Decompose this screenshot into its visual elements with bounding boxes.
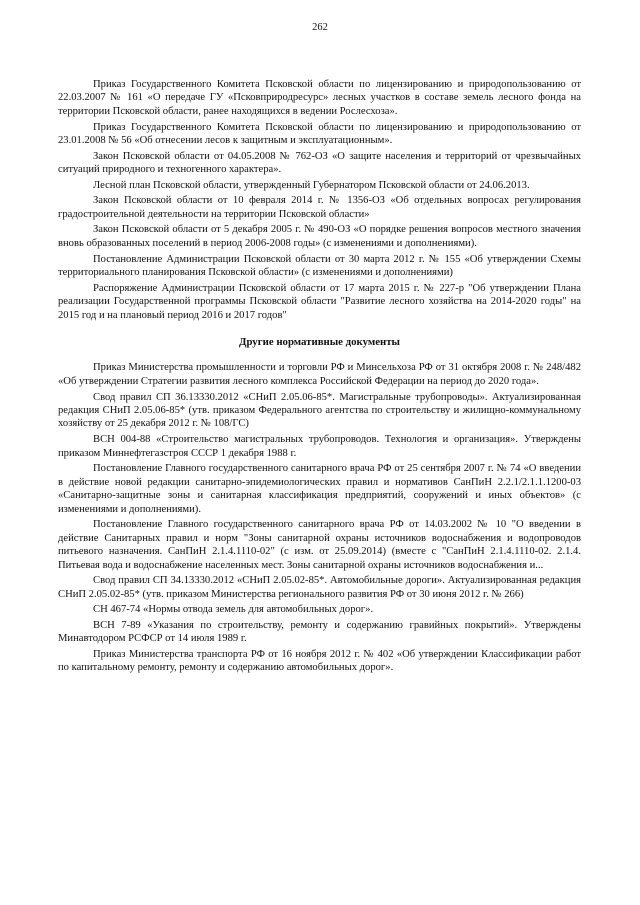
paragraph: Постановление Администрации Псковской области от 30 марта 2012 г. № 155 «Об утверждении Схемы территориального планирования Псковской области» (с изменениями и дополнениями) <box>58 253 581 279</box>
paragraph: СН 467-74 «Нормы отвода земель для автомобильных дорог». <box>93 604 374 616</box>
paragraph: Закон Псковской области от 5 декабря 2005 г. № 490-ОЗ «О порядке решения вопросов местного значения вновь образованных поселений в период 2006-2008 годы» (с изменениями и дополнениями). <box>58 224 581 249</box>
paragraph: Приказ Государственного Комитета Псковской области по лицензированию и природопользованию от 23.01.2008 № 56 «Об отнесении лесов к защитным и эксплуатационным». <box>58 121 581 146</box>
paragraph: Распоряжение Администрации Псковской области от 17 марта 2015 г. № 227-р "Об утверждении Плана реализации Государственной программы Псковской области "Развитие лесного хозяйства на 2014-2020 годы" на 2015 год и на плановый период 2016 и 2017 годов" <box>58 282 581 321</box>
paragraph: Свод правил СП 34.13330.2012 «СНиП 2.05.02-85*. Автомобильные дороги». Актуализированная редакция СНиП 2.05.02-85* (утв. приказом Министерства регионального развития РФ от 30 июня 2012 г. № 266) <box>58 575 581 600</box>
paragraph: Постановление Главного государственного санитарного врача РФ от 25 сентября 2007 г. № 74 «О введении в действие новой редакции санитарно-эпидемиологических правил и нормативов СанПиН 2.2.1/2.1.1.1200-03 «Санитарно-защитные зоны и санитарная классификация предприятий, сооружений и иных объектов» (с изменениями и дополнениями). <box>58 463 581 515</box>
paragraph: ВСН 004-88 «Строительство магистральных трубопроводов. Технология и организация». Утверждены приказом Миннефтегазстроя СССР 1 декабря 1988 г. <box>58 434 581 459</box>
paragraph: Приказ Министерства транспорта РФ от 16 ноября 2012 г. № 402 «Об утверждении Классификации работ по капитальному ремонту, ремонту и содержанию автомобильных дорог». <box>58 649 581 674</box>
document-body <box>58 78 581 677</box>
paragraph: Лесной план Псковской области, утвержденный Губернатором Псковской области от 24.06.2013. <box>93 179 530 191</box>
paragraph: Постановление Главного государственного санитарного врача РФ от 14.03.2002 № 10 "О введении в действие Санитарных правил и норм "Зоны санитарной охраны источников водоснабжения и водопроводов питьевого назначения. СанПиН 2.1.4.1110-02" (с изм. от 25.09.2014) (вместе с "СанПиН 2.1.4.1110-02. 2.1.4. Питьевая вода и водоснабжение населенных мест. Зоны санитарной охраны источников водоснабжения и... <box>58 519 581 571</box>
paragraph: ВСН 7-89 «Указания по строительству, ремонту и содержанию гравийных покрытий». Утверждены Минавтодором РСФСР от 14 июля 1989 г. <box>58 619 581 645</box>
section-heading: Другие нормативные документы <box>239 336 400 349</box>
paragraph: Закон Псковской области от 10 февраля 2014 г. № 1356-ОЗ «Об отдельных вопросах регулирования градостроительной деятельности на территории Псковской области» <box>58 195 581 220</box>
page-number: 262 <box>312 22 328 33</box>
paragraph: Свод правил СП 36.13330.2012 «СНиП 2.05.06-85*. Магистральные трубопроводы». Актуализированная редакция СНиП 2.05.06-85* (утв. приказом Федерального агентства по строительству и жилищно-коммунальному хозяйству от 25 декабря 2012 г. № 108/ГС) <box>58 391 581 430</box>
paragraph: Приказ Министерства промышленности и торговли РФ и Минсельхоза РФ от 31 октября 2008 г. № 248/482 «Об утверждении Стратегии развития лесного комплекса Российской Федерации на период до 2020 года». <box>58 362 581 387</box>
paragraph: Закон Псковской области от 04.05.2008 № 762-ОЗ «О защите населения и территорий от чрезвычайных ситуаций природного и техногенного характера». <box>58 150 581 176</box>
paragraph: Приказ Государственного Комитета Псковской области по лицензированию и природопользованию от 22.03.2007 № 161 «О передаче ГУ «Псковприродресурс» лесных участков в составе земель лесного фонда на территории Псковской области, ранее находящихся в ведении Рослесхоза». <box>58 79 581 117</box>
